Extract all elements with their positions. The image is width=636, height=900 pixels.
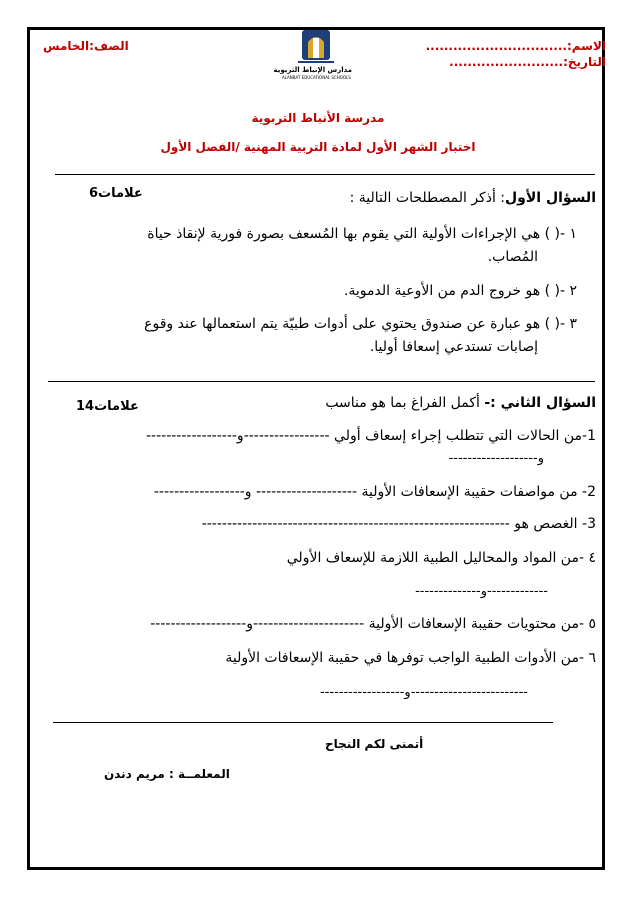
closing-wish: أتمنى لكم النجاح xyxy=(325,737,424,751)
q2-item-5: ٥ -من محتويات حقيبة الإسعافات الأولية ----------------------و------------------- xyxy=(150,616,596,632)
teacher-signature: المعلمــة : مريم دندن xyxy=(104,767,230,781)
q2-item-6: ٦ -من الأدوات الطبية الواجب توفرها في حقيبة الإسعافات الأولية xyxy=(225,650,596,666)
student-name-field: الاسم:............................... xyxy=(425,39,606,53)
q2-item-6-cont: -------------------------و------------------ xyxy=(320,685,528,700)
school-logo xyxy=(273,28,356,80)
q1-item-3-cont: إصابات تستدعي إسعافا أوليا. xyxy=(369,339,538,355)
exam-title: اختبار الشهر الأول لمادة التربية المهنية /الفصل الأول xyxy=(160,140,476,154)
q2-item-2: 2- من مواصفات حقيبة الإسعافات الأولية -------------------- و------------------ xyxy=(153,484,596,500)
q1-heading xyxy=(350,190,596,206)
q2-item-4: ٤ -من المواد والمحاليل الطبية اللازمة للإسعاف الأولي xyxy=(286,550,596,566)
grade-label: الصف:الخامس xyxy=(43,39,129,53)
q2-item-4-cont: -------------و-------------- xyxy=(415,584,548,599)
q1-marks: 6علامات xyxy=(89,186,143,201)
q2-instruction: أكمل الفراغ بما هو مناسب xyxy=(325,395,485,411)
q1-item-3: ٣ -( ) هو عبارة عن صندوق يحتوي على أدوات طبيّة يتم استعمالها عند وقوع xyxy=(144,316,577,332)
exam-date-field: التاريخ:......................... xyxy=(449,55,606,69)
school-title: مدرسة الأنباط التربوية xyxy=(251,111,385,125)
q2-item-3: 3- الغصص هو ------------------------------------------------------------- xyxy=(201,516,596,532)
q1-item-1: ١ -( ) هي الإجراءات الأولية التي يقوم بها المُسعف بصورة فورية لإنقاذ حياة xyxy=(147,226,577,242)
divider-bottom xyxy=(53,722,553,723)
q1-item-1-cont: المُصاب. xyxy=(487,249,538,265)
school-logo-icon xyxy=(276,28,356,68)
q1-instruction: : أذكر المصطلحات التالية : xyxy=(349,190,506,206)
q1-item-2: ٢ -( ) هو خروج الدم من الأوعية الدموية. xyxy=(343,283,577,299)
q2-heading xyxy=(325,395,596,411)
q2-title: السؤال الثاني :- xyxy=(484,395,596,411)
divider-top xyxy=(55,174,595,175)
logo-arabic-text: مدارس الإنباط التربوية xyxy=(273,66,352,74)
q2-item-1-cont: و------------------- xyxy=(448,451,544,466)
q2-marks: 14علامات xyxy=(76,399,139,414)
q2-item-1: 1-من الحالات التي تتطلب إجراء إسعاف أولي -----------------و------------------ xyxy=(146,428,596,444)
q1-title: السؤال الأول xyxy=(505,190,596,206)
logo-english-text: ALANBAT EDUCATIONAL SCHOOLS xyxy=(282,75,351,80)
divider-middle xyxy=(48,381,595,382)
